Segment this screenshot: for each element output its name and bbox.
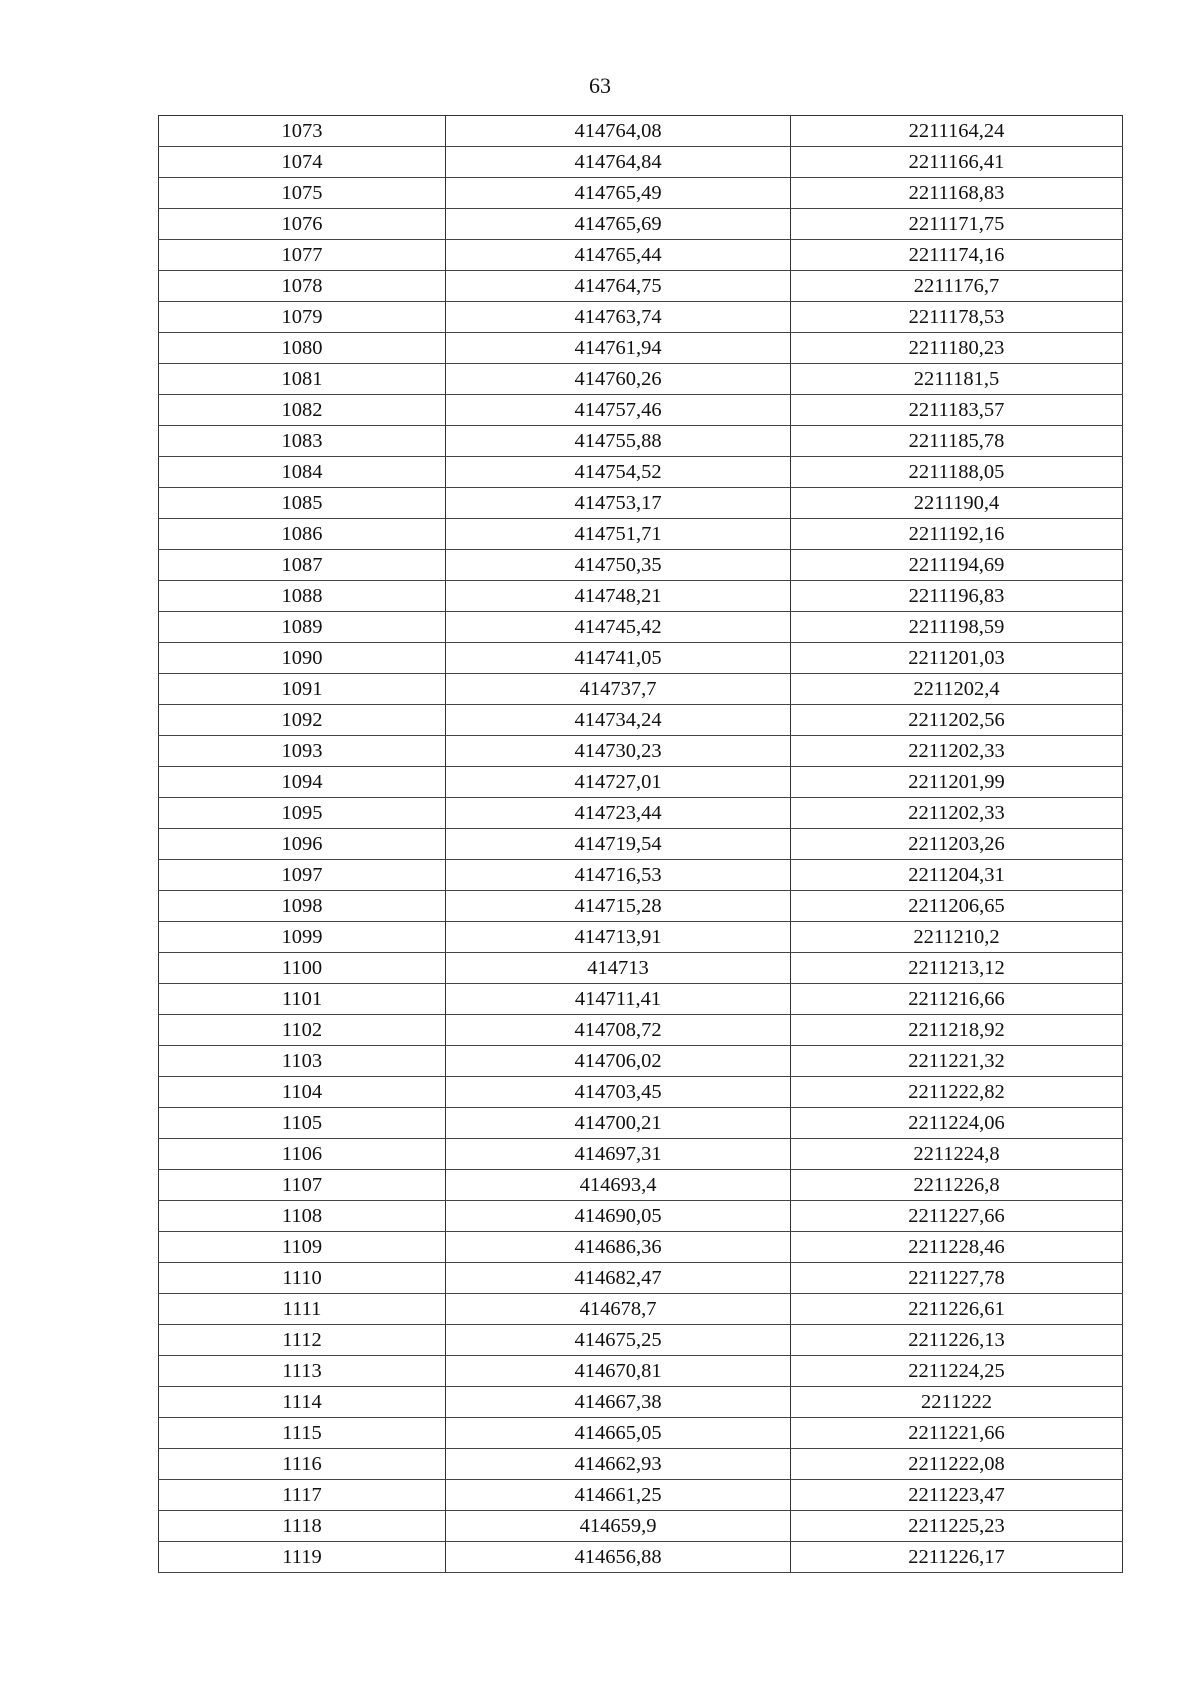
point-number-cell: 1118 (159, 1511, 446, 1542)
x-coordinate-cell: 414697,31 (446, 1139, 791, 1170)
y-coordinate-cell: 2211202,33 (791, 798, 1123, 829)
point-number-cell: 1113 (159, 1356, 446, 1387)
y-coordinate-cell: 2211226,61 (791, 1294, 1123, 1325)
point-number-cell: 1096 (159, 829, 446, 860)
y-coordinate-cell: 2211196,83 (791, 581, 1123, 612)
point-number-cell: 1106 (159, 1139, 446, 1170)
point-number-cell: 1110 (159, 1263, 446, 1294)
table-row (159, 519, 1123, 550)
page-number: 63 (589, 73, 611, 98)
point-number-cell: 1086 (159, 519, 446, 550)
y-coordinate-cell: 2211202,56 (791, 705, 1123, 736)
table-row (159, 581, 1123, 612)
point-number-cell: 1084 (159, 457, 446, 488)
table-row (159, 705, 1123, 736)
y-coordinate-cell: 2211203,26 (791, 829, 1123, 860)
y-coordinate-cell: 2211180,23 (791, 333, 1123, 364)
x-coordinate-cell: 414662,93 (446, 1449, 791, 1480)
point-number-cell: 1107 (159, 1170, 446, 1201)
x-coordinate-cell: 414764,84 (446, 147, 791, 178)
table-row (159, 240, 1123, 271)
x-coordinate-cell: 414686,36 (446, 1232, 791, 1263)
table-row (159, 829, 1123, 860)
table-row (159, 302, 1123, 333)
x-coordinate-cell: 414667,38 (446, 1387, 791, 1418)
point-number-cell: 1100 (159, 953, 446, 984)
x-coordinate-cell: 414675,25 (446, 1325, 791, 1356)
point-number-cell: 1073 (159, 116, 446, 147)
table-row (159, 364, 1123, 395)
point-number-cell: 1077 (159, 240, 446, 271)
x-coordinate-cell: 414734,24 (446, 705, 791, 736)
point-number-cell: 1093 (159, 736, 446, 767)
x-coordinate-cell: 414757,46 (446, 395, 791, 426)
point-number-cell: 1087 (159, 550, 446, 581)
x-coordinate-cell: 414755,88 (446, 426, 791, 457)
y-coordinate-cell: 2211166,41 (791, 147, 1123, 178)
x-coordinate-cell: 414661,25 (446, 1480, 791, 1511)
point-number-cell: 1114 (159, 1387, 446, 1418)
table-row (159, 891, 1123, 922)
x-coordinate-cell: 414713 (446, 953, 791, 984)
x-coordinate-cell: 414761,94 (446, 333, 791, 364)
table-row (159, 1449, 1123, 1480)
x-coordinate-cell: 414727,01 (446, 767, 791, 798)
y-coordinate-cell: 2211218,92 (791, 1015, 1123, 1046)
y-coordinate-cell: 2211185,78 (791, 426, 1123, 457)
table-row (159, 1015, 1123, 1046)
table-row (159, 1108, 1123, 1139)
x-coordinate-cell: 414703,45 (446, 1077, 791, 1108)
point-number-cell: 1081 (159, 364, 446, 395)
y-coordinate-cell: 2211226,13 (791, 1325, 1123, 1356)
x-coordinate-cell: 414711,41 (446, 984, 791, 1015)
table-row (159, 178, 1123, 209)
table-row (159, 116, 1123, 147)
y-coordinate-cell: 2211202,4 (791, 674, 1123, 705)
y-coordinate-cell: 2211228,46 (791, 1232, 1123, 1263)
x-coordinate-cell: 414737,7 (446, 674, 791, 705)
table-row (159, 550, 1123, 581)
x-coordinate-cell: 414750,35 (446, 550, 791, 581)
table-row (159, 1325, 1123, 1356)
x-coordinate-cell: 414693,4 (446, 1170, 791, 1201)
x-coordinate-cell: 414715,28 (446, 891, 791, 922)
y-coordinate-cell: 2211226,17 (791, 1542, 1123, 1573)
table-row (159, 798, 1123, 829)
table-row (159, 1170, 1123, 1201)
y-coordinate-cell: 2211192,16 (791, 519, 1123, 550)
point-number-cell: 1103 (159, 1046, 446, 1077)
table-row (159, 612, 1123, 643)
y-coordinate-cell: 2211225,23 (791, 1511, 1123, 1542)
table-row (159, 426, 1123, 457)
x-coordinate-cell: 414700,21 (446, 1108, 791, 1139)
x-coordinate-cell: 414763,74 (446, 302, 791, 333)
table-row (159, 1511, 1123, 1542)
x-coordinate-cell: 414659,9 (446, 1511, 791, 1542)
y-coordinate-cell: 2211194,69 (791, 550, 1123, 581)
point-number-cell: 1099 (159, 922, 446, 953)
x-coordinate-cell: 414764,75 (446, 271, 791, 302)
y-coordinate-cell: 2211222,82 (791, 1077, 1123, 1108)
point-number-cell: 1116 (159, 1449, 446, 1480)
point-number-cell: 1076 (159, 209, 446, 240)
table-row (159, 1263, 1123, 1294)
point-number-cell: 1074 (159, 147, 446, 178)
table-row (159, 984, 1123, 1015)
point-number-cell: 1119 (159, 1542, 446, 1573)
point-number-cell: 1097 (159, 860, 446, 891)
point-number-cell: 1089 (159, 612, 446, 643)
point-number-cell: 1098 (159, 891, 446, 922)
point-number-cell: 1078 (159, 271, 446, 302)
y-coordinate-cell: 2211202,33 (791, 736, 1123, 767)
table-row (159, 1139, 1123, 1170)
y-coordinate-cell: 2211188,05 (791, 457, 1123, 488)
point-number-cell: 1092 (159, 705, 446, 736)
x-coordinate-cell: 414708,72 (446, 1015, 791, 1046)
y-coordinate-cell: 2211176,7 (791, 271, 1123, 302)
x-coordinate-cell: 414741,05 (446, 643, 791, 674)
point-number-cell: 1105 (159, 1108, 446, 1139)
point-number-cell: 1115 (159, 1418, 446, 1449)
table-row (159, 1387, 1123, 1418)
table-row (159, 395, 1123, 426)
y-coordinate-cell: 2211227,66 (791, 1201, 1123, 1232)
y-coordinate-cell: 2211213,12 (791, 953, 1123, 984)
point-number-cell: 1079 (159, 302, 446, 333)
point-number-cell: 1104 (159, 1077, 446, 1108)
point-number-cell: 1090 (159, 643, 446, 674)
point-number-cell: 1082 (159, 395, 446, 426)
x-coordinate-cell: 414754,52 (446, 457, 791, 488)
y-coordinate-cell: 2211164,24 (791, 116, 1123, 147)
x-coordinate-cell: 414656,88 (446, 1542, 791, 1573)
table-row (159, 674, 1123, 705)
coordinates-table (158, 115, 1123, 1573)
y-coordinate-cell: 2211223,47 (791, 1480, 1123, 1511)
y-coordinate-cell: 2211224,8 (791, 1139, 1123, 1170)
point-number-cell: 1101 (159, 984, 446, 1015)
x-coordinate-cell: 414682,47 (446, 1263, 791, 1294)
y-coordinate-cell: 2211224,25 (791, 1356, 1123, 1387)
point-number-cell: 1095 (159, 798, 446, 829)
table-row (159, 1046, 1123, 1077)
y-coordinate-cell: 2211224,06 (791, 1108, 1123, 1139)
table-row (159, 209, 1123, 240)
point-number-cell: 1112 (159, 1325, 446, 1356)
point-number-cell: 1111 (159, 1294, 446, 1325)
point-number-cell: 1080 (159, 333, 446, 364)
y-coordinate-cell: 2211178,53 (791, 302, 1123, 333)
x-coordinate-cell: 414670,81 (446, 1356, 791, 1387)
table-row (159, 1356, 1123, 1387)
table-row (159, 147, 1123, 178)
table-row (159, 860, 1123, 891)
table-row (159, 1201, 1123, 1232)
y-coordinate-cell: 2211174,16 (791, 240, 1123, 271)
coordinates-table-body (159, 116, 1123, 1573)
table-row (159, 953, 1123, 984)
table-row (159, 1418, 1123, 1449)
point-number-cell: 1094 (159, 767, 446, 798)
point-number-cell: 1108 (159, 1201, 446, 1232)
table-row (159, 643, 1123, 674)
y-coordinate-cell: 2211204,31 (791, 860, 1123, 891)
x-coordinate-cell: 414760,26 (446, 364, 791, 395)
y-coordinate-cell: 2211183,57 (791, 395, 1123, 426)
x-coordinate-cell: 414723,44 (446, 798, 791, 829)
x-coordinate-cell: 414764,08 (446, 116, 791, 147)
x-coordinate-cell: 414765,49 (446, 178, 791, 209)
y-coordinate-cell: 2211222,08 (791, 1449, 1123, 1480)
point-number-cell: 1083 (159, 426, 446, 457)
table-row (159, 1542, 1123, 1573)
y-coordinate-cell: 2211222 (791, 1387, 1123, 1418)
x-coordinate-cell: 414765,44 (446, 240, 791, 271)
y-coordinate-cell: 2211227,78 (791, 1263, 1123, 1294)
x-coordinate-cell: 414765,69 (446, 209, 791, 240)
point-number-cell: 1117 (159, 1480, 446, 1511)
x-coordinate-cell: 414751,71 (446, 519, 791, 550)
x-coordinate-cell: 414678,7 (446, 1294, 791, 1325)
table-row (159, 271, 1123, 302)
y-coordinate-cell: 2211201,99 (791, 767, 1123, 798)
table-row (159, 767, 1123, 798)
table-row (159, 1480, 1123, 1511)
y-coordinate-cell: 2211181,5 (791, 364, 1123, 395)
table-row (159, 1294, 1123, 1325)
table-row (159, 488, 1123, 519)
y-coordinate-cell: 2211168,83 (791, 178, 1123, 209)
y-coordinate-cell: 2211216,66 (791, 984, 1123, 1015)
point-number-cell: 1088 (159, 581, 446, 612)
x-coordinate-cell: 414706,02 (446, 1046, 791, 1077)
table-row (159, 1232, 1123, 1263)
point-number-cell: 1102 (159, 1015, 446, 1046)
y-coordinate-cell: 2211221,32 (791, 1046, 1123, 1077)
y-coordinate-cell: 2211226,8 (791, 1170, 1123, 1201)
table-row (159, 457, 1123, 488)
point-number-cell: 1109 (159, 1232, 446, 1263)
x-coordinate-cell: 414748,21 (446, 581, 791, 612)
x-coordinate-cell: 414719,54 (446, 829, 791, 860)
x-coordinate-cell: 414713,91 (446, 922, 791, 953)
x-coordinate-cell: 414690,05 (446, 1201, 791, 1232)
y-coordinate-cell: 2211198,59 (791, 612, 1123, 643)
y-coordinate-cell: 2211206,65 (791, 891, 1123, 922)
x-coordinate-cell: 414745,42 (446, 612, 791, 643)
point-number-cell: 1091 (159, 674, 446, 705)
table-row (159, 333, 1123, 364)
point-number-cell: 1085 (159, 488, 446, 519)
table-row (159, 922, 1123, 953)
x-coordinate-cell: 414665,05 (446, 1418, 791, 1449)
y-coordinate-cell: 2211201,03 (791, 643, 1123, 674)
y-coordinate-cell: 2211190,4 (791, 488, 1123, 519)
table-row (159, 1077, 1123, 1108)
y-coordinate-cell: 2211171,75 (791, 209, 1123, 240)
y-coordinate-cell: 2211221,66 (791, 1418, 1123, 1449)
point-number-cell: 1075 (159, 178, 446, 209)
x-coordinate-cell: 414716,53 (446, 860, 791, 891)
x-coordinate-cell: 414730,23 (446, 736, 791, 767)
table-row (159, 736, 1123, 767)
x-coordinate-cell: 414753,17 (446, 488, 791, 519)
y-coordinate-cell: 2211210,2 (791, 922, 1123, 953)
